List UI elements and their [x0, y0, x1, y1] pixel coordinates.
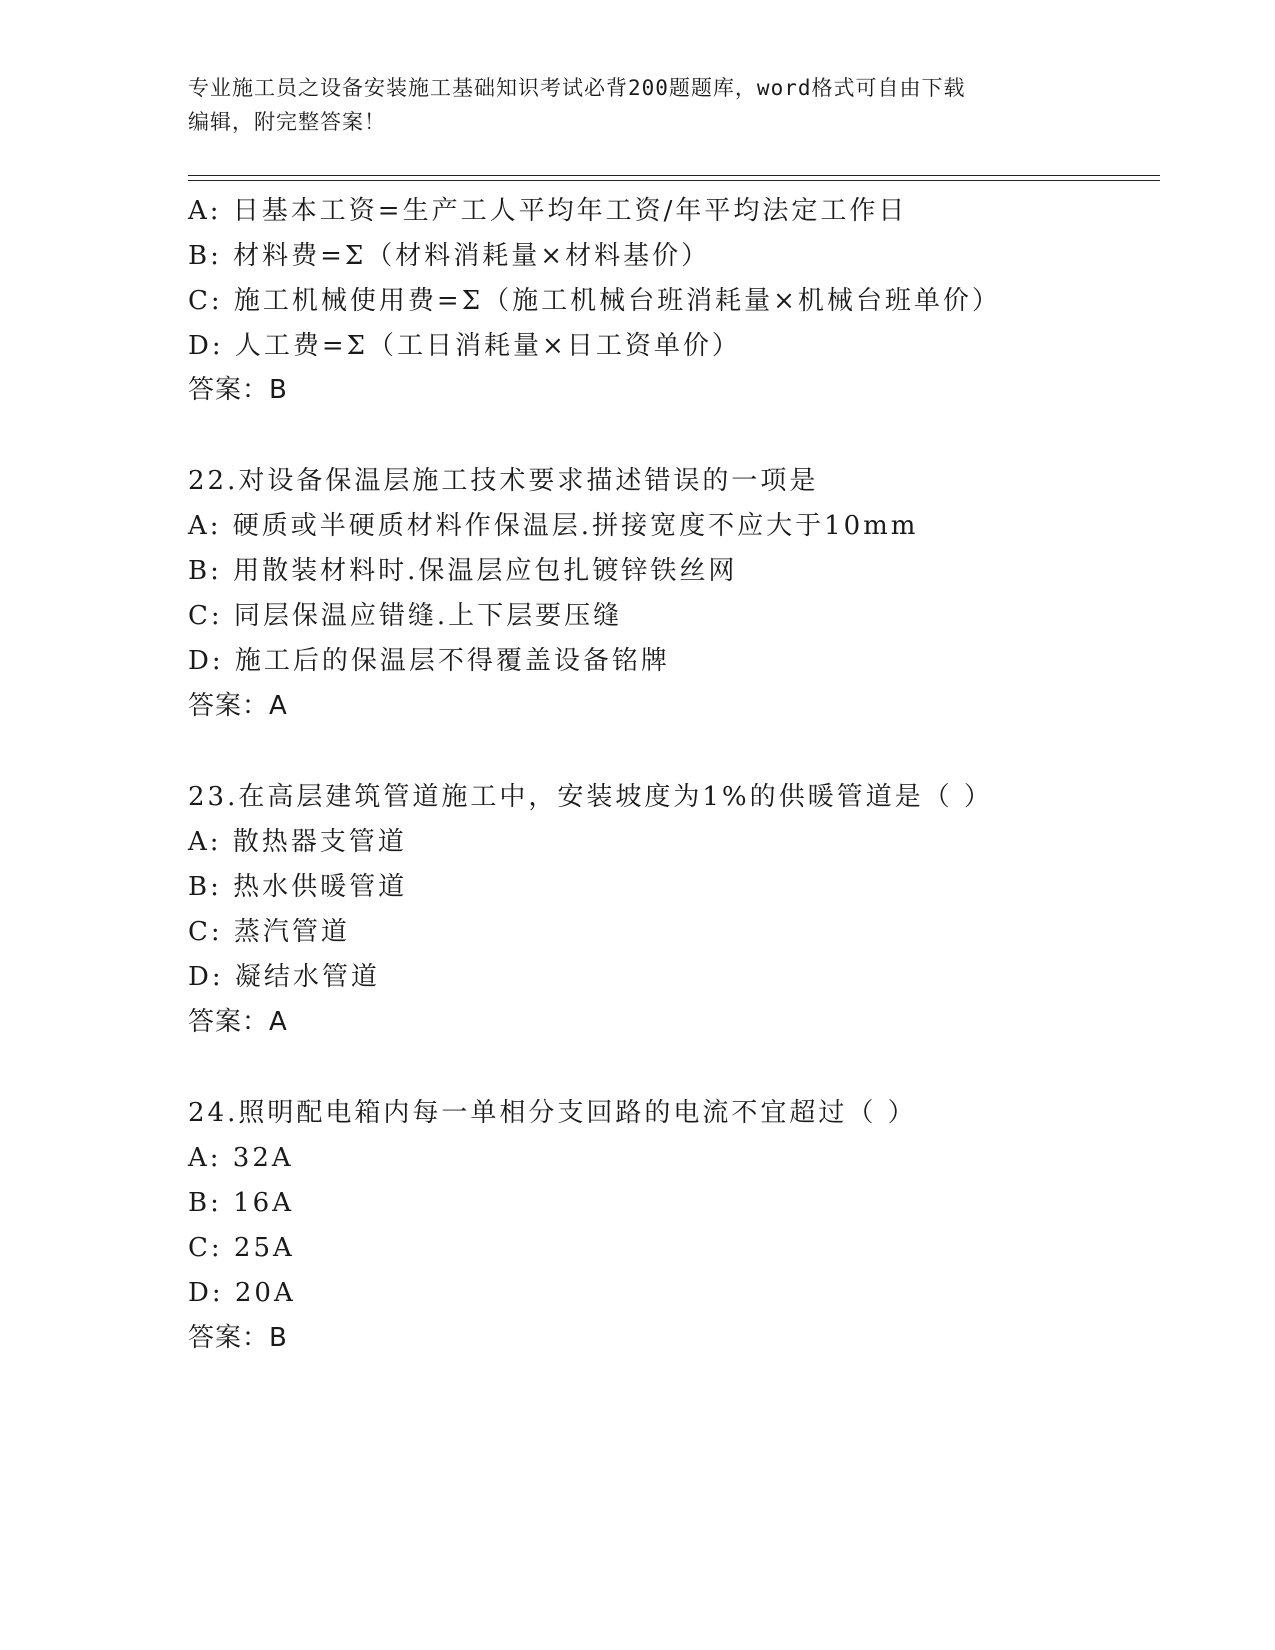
q24-option-a: A: 32A — [188, 1143, 294, 1173]
q24-answer: 答案：B — [188, 1323, 288, 1353]
q23-option-d: D: 凝结水管道 — [188, 962, 380, 992]
header-divider-bottom — [188, 180, 1160, 181]
q21-option-a: A: 日基本工资=生产工人平均年工资/年平均法定工作日 — [188, 196, 908, 226]
q22-option-a: A: 硬质或半硬质材料作保温层.拼接宽度不应大于10mm — [188, 511, 919, 541]
q24-option-b: B: 16A — [188, 1188, 294, 1218]
q24-question: 24.照明配电箱内每一单相分支回路的电流不宜超过（ ） — [188, 1098, 917, 1128]
q23-option-b: B: 热水供暖管道 — [188, 872, 408, 902]
document-header-line-2: 编辑，附完整答案！ — [188, 110, 386, 134]
q23-question: 23.在高层建筑管道施工中，安装坡度为1%的供暖管道是（ ） — [188, 782, 993, 812]
q23-option-a: A: 散热器支管道 — [188, 827, 407, 857]
q23-option-c: C: 蒸汽管道 — [188, 917, 350, 947]
q21-option-d: D: 人工费=Σ（工日消耗量×日工资单价） — [188, 331, 741, 361]
q22-option-d: D: 施工后的保温层不得覆盖设备铭牌 — [188, 646, 670, 676]
q24-option-d: D: 20A — [188, 1278, 296, 1308]
header-divider-top — [188, 175, 1160, 176]
q23-answer: 答案：A — [188, 1007, 288, 1037]
q21-answer: 答案：B — [188, 375, 288, 405]
q21-option-b: B: 材料费=Σ（材料消耗量×材料基价） — [188, 241, 711, 271]
q22-answer: 答案：A — [188, 691, 288, 721]
q21-option-c: C: 施工机械使用费=Σ（施工机械台班消耗量×机械台班单价） — [188, 286, 1001, 316]
document-header-line-1: 专业施工员之设备安装施工基础知识考试必背200题题库，word格式可自由下载 — [188, 76, 966, 100]
q22-option-b: B: 用散装材料时.保温层应包扎镀锌铁丝网 — [188, 556, 738, 586]
q22-question: 22.对设备保温层施工技术要求描述错误的一项是 — [188, 466, 819, 496]
q24-option-c: C: 25A — [188, 1233, 295, 1263]
q22-option-c: C: 同层保温应错缝.上下层要压缝 — [188, 601, 623, 631]
